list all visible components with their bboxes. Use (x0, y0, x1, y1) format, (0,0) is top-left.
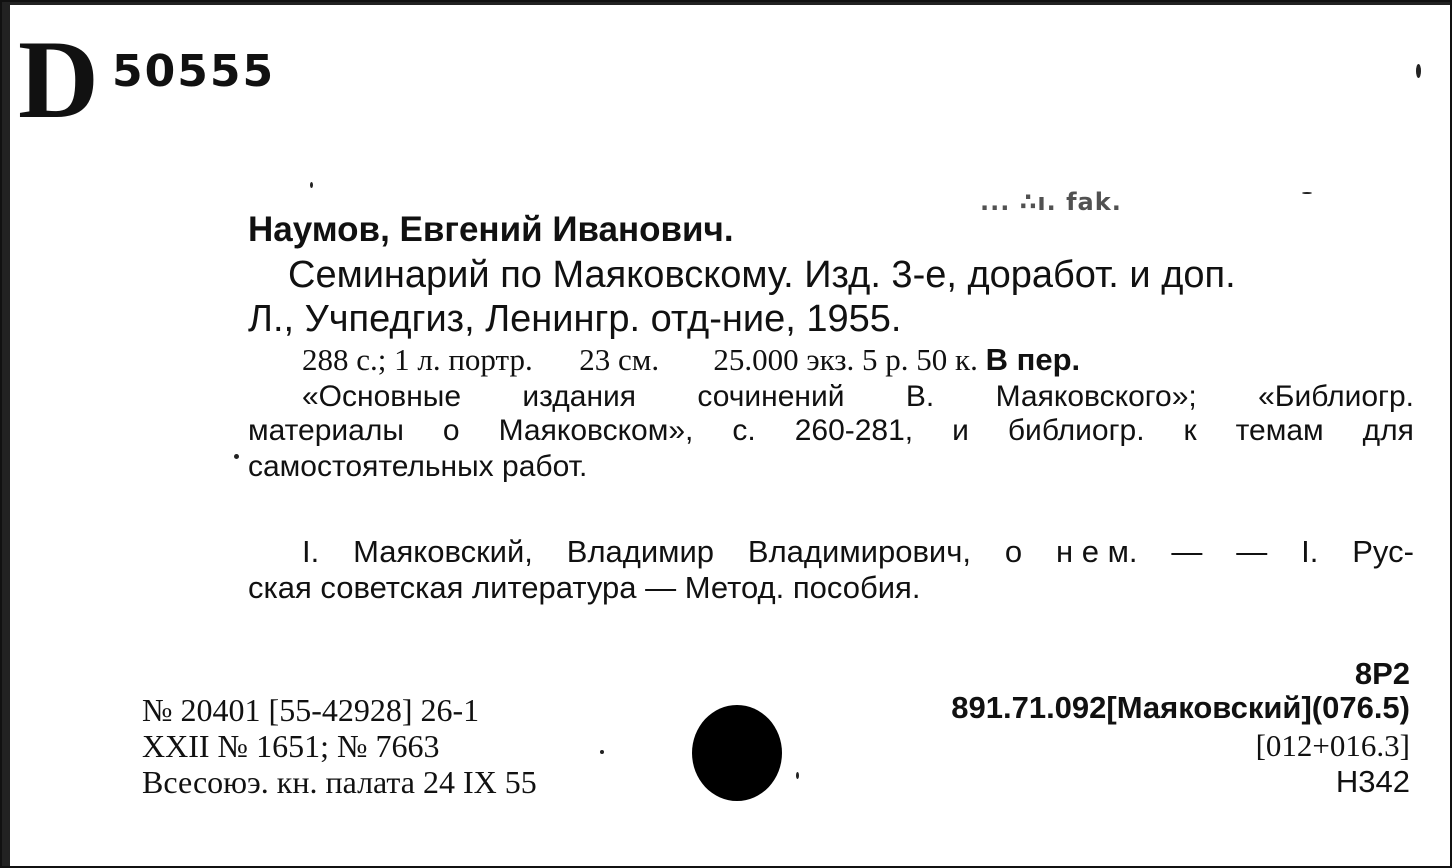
note-word: 260-281, (794, 414, 914, 447)
subject-word: — (1171, 534, 1203, 569)
speck-mark (600, 750, 604, 754)
note-word: Маяковского»; (995, 380, 1197, 413)
note-word: и (952, 414, 969, 447)
speck-mark (796, 772, 799, 779)
handwritten-note: ... ∴ı. fak. (980, 188, 1122, 216)
class-code: 8Р2 (1354, 656, 1410, 691)
subject-word: Владимирович, (747, 534, 971, 569)
bracket-code: [012+016.3] (1255, 728, 1410, 763)
udc-code: 891.71.092[Маяковский](076.5) (951, 690, 1410, 725)
subject-word: I. (302, 534, 320, 569)
card-number-line: № 20401 [55-42928] 26-1 (142, 692, 480, 728)
speck-mark (1416, 64, 1421, 78)
subject-word: I. (1301, 534, 1319, 569)
note-word: для (1362, 414, 1414, 447)
note-word: к (1183, 414, 1197, 447)
card-left-edge (2, 2, 10, 866)
book-size: 23 см. (579, 342, 660, 377)
subject-word: Рус- (1352, 534, 1414, 569)
note-word: о (442, 414, 460, 447)
subject-word: Владимир (566, 534, 715, 569)
subject-word: н е м. (1056, 534, 1138, 569)
author-heading: Наумов, Евгений Иванович. (248, 210, 734, 249)
note-word: «Основные (302, 380, 462, 413)
subject-word: — (1236, 534, 1268, 569)
copies-price: 25.000 экз. 5 р. 50 к. (713, 342, 978, 377)
note-line-1 (302, 380, 1414, 414)
physical-description (302, 342, 1080, 378)
title-line-1: Семинарий по Маяковскому. Изд. 3-е, доработ. и доп. (288, 254, 1236, 296)
note-line-2 (248, 414, 1414, 448)
subject-word: о (1004, 534, 1023, 569)
chamber-line: Всесоюэ. кн. палата 24 IX 55 (142, 764, 537, 800)
punch-hole (692, 705, 782, 801)
note-line-3: самостоятельных работ. (248, 450, 588, 483)
speck-mark (234, 454, 239, 459)
speck-mark (1302, 192, 1312, 194)
pages-extent: 288 с.; 1 л. портр. (302, 342, 533, 377)
note-word: библиогр. (1007, 414, 1145, 447)
stamp-letter: D (18, 18, 95, 142)
note-word: В. (905, 380, 935, 413)
note-word: сочинений (697, 380, 845, 413)
author-mark: Н342 (1335, 764, 1410, 799)
card-top-edge (2, 2, 1450, 5)
note-word: с. (732, 414, 756, 447)
note-word: Маяковском», (498, 414, 694, 447)
note-word: материалы (248, 414, 404, 447)
subject-line-2: ская советская литература — Метод. пособия. (248, 570, 921, 605)
stamp-number: 50555 (112, 46, 276, 97)
note-word: темам (1235, 414, 1324, 447)
subject-line-1 (302, 534, 1414, 570)
speck-mark (310, 182, 313, 188)
title-line-2: Л., Учпедгиз, Ленингр. отд-ние, 1955. (248, 298, 902, 340)
note-word: «Библиогр. (1258, 380, 1414, 413)
binding: В пер. (985, 342, 1081, 377)
note-word: издания (522, 380, 637, 413)
subject-word: Маяковский, (353, 534, 533, 569)
registry-line: XXII № 1651; № 7663 (142, 728, 440, 764)
